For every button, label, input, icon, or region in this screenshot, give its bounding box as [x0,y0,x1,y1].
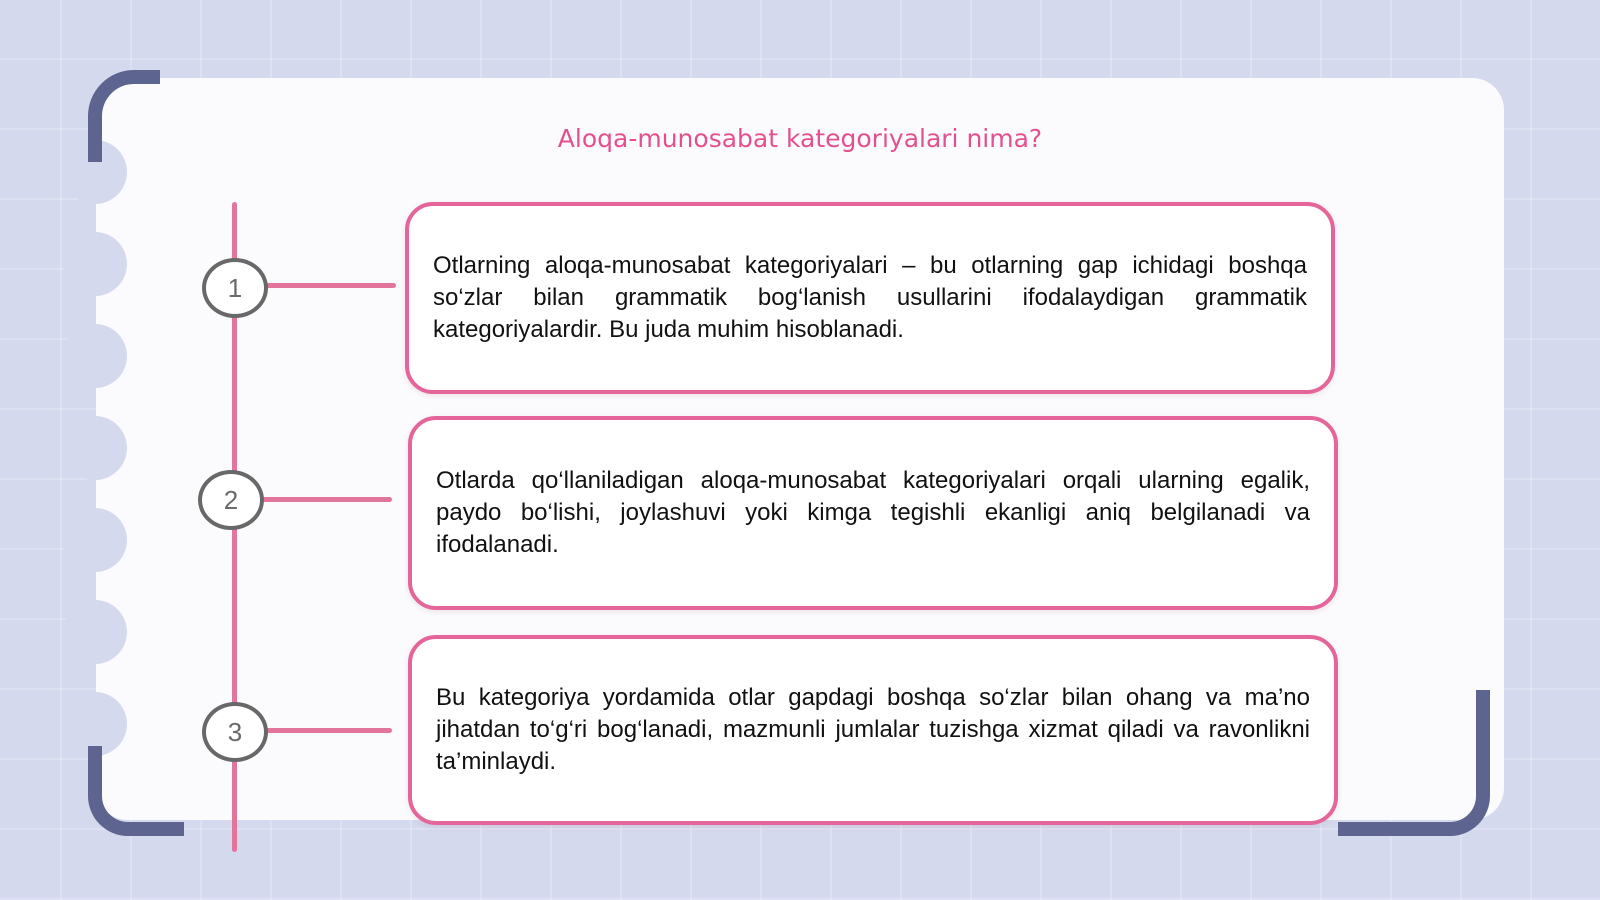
notebook-hole [63,600,127,664]
info-text-3: Bu kategoriya yordamida otlar gapdagi boshqa so‘zlar bilan ohang va ma’no jihatdan to‘g‘ri bog‘lanadi, mazmunli jumlalar tuzishga xizmat qiladi va ravonlikni ta’minlaydi. [436,684,1310,775]
timeline-connector-1 [266,283,396,288]
corner-bracket-bottom-right [1338,690,1490,836]
timeline-connector-2 [262,497,392,502]
notebook-hole [63,324,127,388]
timeline-connector-3 [266,728,392,733]
step-number-2: 2 [198,470,264,530]
info-text-1: Otlarning aloqa-munosabat kategoriyalari – bu otlarning gap ichidagi boshqa so‘zlar bilan grammatik bog‘lanish usullarini ifodalaydigan grammatik kategoriyalardir. Bu juda muhim hisoblanadi. [433,252,1307,343]
info-text-2: Otlarda qo‘llaniladigan aloqa-munosabat kategoriyalari orqali ularning egalik, paydo bo‘lishi, joylashuvi yoki kimga tegishli ekanligi aniq belgilanadi va ifodalanadi. [436,467,1310,558]
step-number-1: 1 [202,258,268,318]
step-number-3: 3 [202,702,268,762]
notebook-hole [63,232,127,296]
notebook-hole [63,508,127,572]
slide-title: Aloqa-munosabat kategoriyalari nima? [557,124,1043,153]
info-box-2 [408,416,1338,610]
info-box-3 [408,635,1338,825]
corner-bracket-bottom-left [88,746,184,836]
notebook-hole [63,416,127,480]
info-box-1 [405,202,1335,394]
